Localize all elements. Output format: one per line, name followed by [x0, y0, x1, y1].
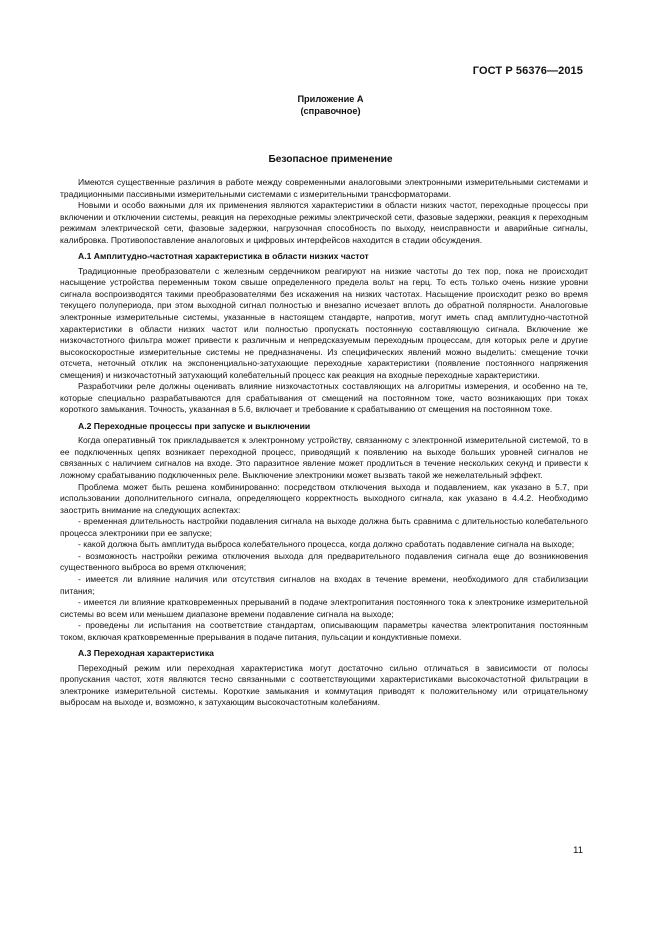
appendix-title: Приложение А: [297, 94, 364, 104]
section-a3-heading: А.3 Переходная характеристика: [78, 648, 214, 659]
section-a1-paragraph: Традиционные преобразователи с железным сердечником реагируют на низкие частоты до тех пор, пока не происходит насыщение устройства переменным током свыше определенного предела вольт на герц. То есть только очень низкие уровни сигнала воспроизводятся такими преобразователями без искажения на низких частотах. Насыщение происходит резко во время текущего полупериода, при этом выходной сигнал полностью и внезапно исчезает вплоть до обратной полярности. Аналоговые электронные измерительные системы, указанные в настоящем стандарте, напротив, могут иметь спад амплитудно-частотной характеристики в области низких частот или полностью пропускать постоянную составляющую сигнала. Включение же низкочастотного фильтра может привести к различным и непредсказуемым переходным процессам, для которых реле и другие высокоскоростные измерительные системы не предназначены. Из специфических явлений можно выделить: смещение точки отсчета, неточный отклик на экспоненциально-затухающие переходные характеристики (появление постоянного напряжения смещения) и низкочастотный затухающий колебательный процесс как реакция на входные переходные характеристики.: [60, 265, 588, 380]
section-a2-paragraph: Проблема может быть решена комбинированно: посредством отключения выхода и подавлением, как указано в 5.7, при использовании дополнительного сигнала, определяющего корректность выходного сигнала, как указано в 4.4.2. Необходимо заострить внимание на следующих аспектах:: [60, 481, 588, 515]
intro-paragraph: Имеются существенные различия в работе между современными аналоговыми электронными измерительными системами и традиционными пассивными измерительными системами с измерительными трансформаторами.: [60, 177, 588, 199]
appendix-subtitle: (справочное): [300, 106, 361, 116]
document-body: [60, 177, 588, 709]
list-item: - имеется ли влияние кратковременных прерываний в подаче электропитания постоянного тока к электронике измерительной системы во всем или меньшем диапазоне времени подавление сигнала на выходе;: [60, 597, 588, 619]
appendix-heading: [0, 93, 661, 117]
list-item: - имеется ли влияние наличия или отсутствия сигналов на входах в течение времени, необходимого для стабилизации питания;: [60, 573, 588, 596]
section-a3-paragraph: Переходный режим или переходная характеристика могут достаточно сильно отличаться в зависимости от полосы пропускания частот, хотя являются тесно связанными с соответствующими характеристиками высокочастотной фильтрации в электронике измерительной системы. Короткие замыкания и коммутация приводят к положительному или отрицательному выбросам на выходе и, возможно, к затухающим высокочастотным колебаниям.: [60, 662, 588, 708]
section-a2-heading: А.2 Переходные процессы при запуске и выключении: [78, 420, 311, 431]
list-item: - временная длительность настройки подавления сигнала на выходе должна быть сравнима с длительностью колебательного процесса электроники при ее запуске;: [60, 516, 588, 538]
intro-paragraph: Новыми и особо важными для их применения являются характеристики в области низких частот, переходные процессы при включении и отключении системы, реакция на переходные режимы электрической сети, фазовые задержки, реакция к переходным режимам электрической сети, фазовые задержки, нагрузочная способность по выходу, неисправности и аварийные сигналы, калибровка. Противопоставление аналоговых и цифровых интерфейсов находится в стадии обсуждения.: [60, 200, 588, 245]
section-a2-paragraph: Когда оперативный ток прикладывается к электронному устройству, связанному с электронной измерительной системой, то в ее подключенных цепях возникает переходной процесс, приводящий к появлению на выходе больших уровней сигналов не связанных с наличием сигналов на входе. Это паразитное явление может продлиться в течение нескольких секунд и привести к ложному срабатыванию подключенных реле. Выключение электроники может вызвать такой же нежелательный эффект.: [60, 435, 588, 481]
list-item: - какой должна быть амплитуда выброса колебательного процесса, когда должно сработать подавление сигнала на выходе;: [78, 539, 575, 550]
list-item: - проведены ли испытания на соответствие стандартам, описывающим параметры качества электропитания постоянным током, включая кратковременные прерывания в подаче питания, пульсации и кондуктивные помехи.: [60, 620, 588, 642]
main-title: Безопасное применение: [268, 154, 393, 165]
list-item: - возможность настройки режима отключения выхода для предварительного подавления сигнала еще до возникновения существенного выброса во время отключения;: [60, 550, 588, 573]
page-number: 11: [573, 845, 583, 856]
section-a1-paragraph: Разработчики реле должны оценивать влияние низкочастотных составляющих на алгоритмы измерения, и особенно на те, которые специально разрабатываются для срабатывания от смещений на постоянном токе, часто возникающих при токах короткого замыкания. Точность, указанная в 5.6, включает и требование к срабатыванию от смещения на постоянном токе.: [60, 381, 588, 415]
section-a1-heading: А.1 Амплитудно-частотная характеристика в области низких частот: [78, 251, 369, 262]
document-code: ГОСТ Р 56376—2015: [472, 65, 583, 77]
